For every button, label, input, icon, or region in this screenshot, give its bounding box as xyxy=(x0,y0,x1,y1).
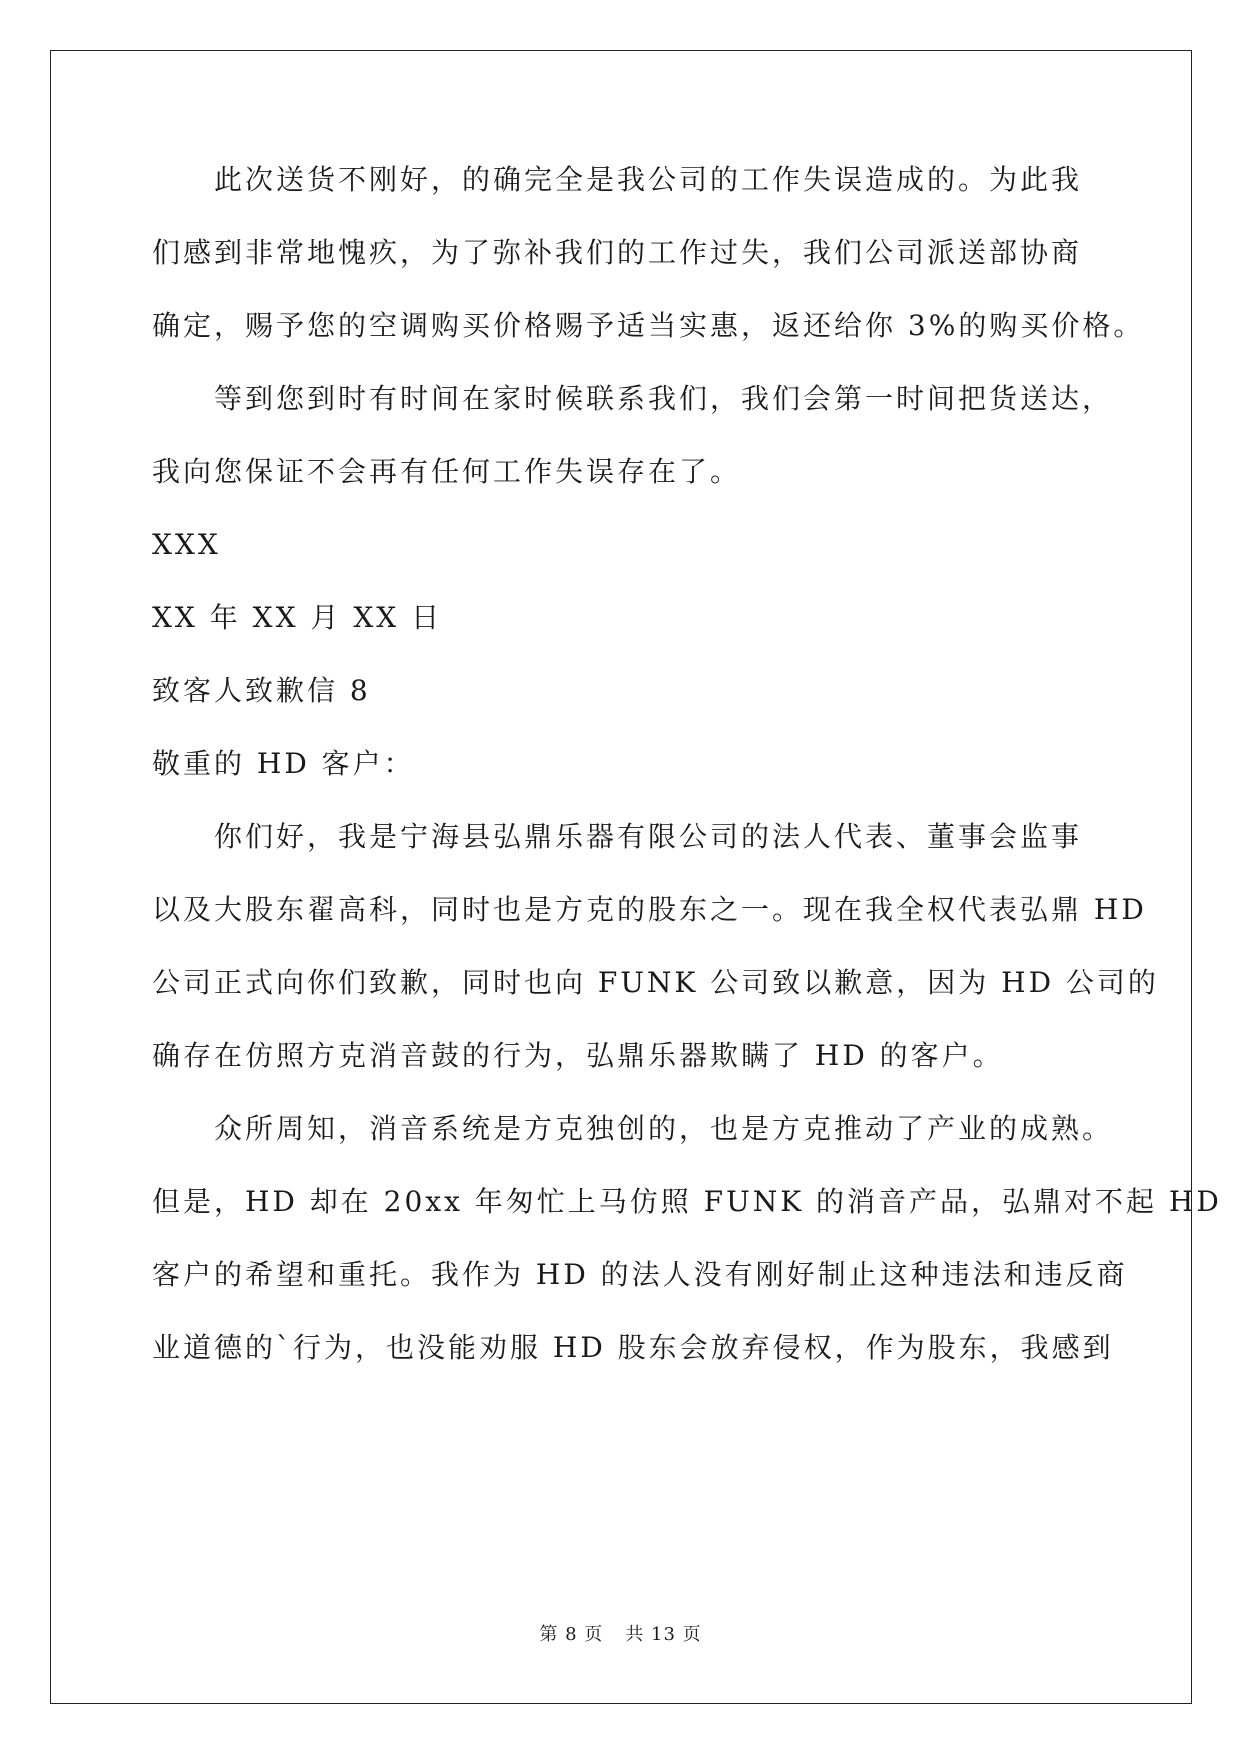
letter-title: 致客人致歉信 8 xyxy=(152,674,371,707)
paragraph-line: 以及大股东翟高科，同时也是方克的股东之一。现在我全权代表弘鼎 HD xyxy=(152,893,1147,926)
paragraph-line: 确定，赐予您的空调购买价格赐予适当实惠，返还给你 3%的购买价格。 xyxy=(152,309,1145,342)
paragraph-line: 我向您保证不会再有任何工作失误存在了。 xyxy=(152,455,742,488)
paragraph-line: 客户的希望和重托。我作为 HD 的法人没有刚好制止这种违法和违反商 xyxy=(152,1258,1128,1291)
paragraph-line: 但是，HD 却在 20xx 年匆忙上马仿照 FUNK 的消音产品，弘鼎对不起 HD xyxy=(152,1185,1222,1218)
page-footer xyxy=(0,1620,1241,1646)
paragraph-line: 众所周知，消音系统是方克独创的，也是方克推动了产业的成熟。 xyxy=(214,1112,1114,1145)
paragraph-line: 确存在仿照方克消音鼓的行为，弘鼎乐器欺瞒了 HD 的客户。 xyxy=(152,1039,1004,1072)
paragraph-line: 们感到非常地愧疚，为了弥补我们的工作过失，我们公司派送部协商 xyxy=(152,236,1083,269)
signature-line: XXX xyxy=(152,528,221,561)
paragraph-line: 你们好，我是宁海县弘鼎乐器有限公司的法人代表、董事会监事 xyxy=(214,820,1083,853)
page-border xyxy=(50,50,1192,1704)
paragraph-line: 等到您到时有时间在家时候联系我们，我们会第一时间把货送达， xyxy=(214,382,1114,415)
paragraph-line: 公司正式向你们致歉，同时也向 FUNK 公司致以歉意，因为 HD 公司的 xyxy=(152,966,1159,999)
paragraph-line: 此次送货不刚好，的确完全是我公司的工作失误造成的。为此我 xyxy=(214,163,1083,196)
date-line: XX 年 XX 月 XX 日 xyxy=(152,601,443,634)
paragraph-line: 业道德的`行为，也没能劝服 HD 股东会放弃侵权，作为股东，我感到 xyxy=(152,1331,1114,1364)
page-total: 共 13 页 xyxy=(625,1624,702,1645)
page-number: 第 8 页 xyxy=(539,1624,604,1645)
salutation: 敬重的 HD 客户： xyxy=(152,747,415,780)
